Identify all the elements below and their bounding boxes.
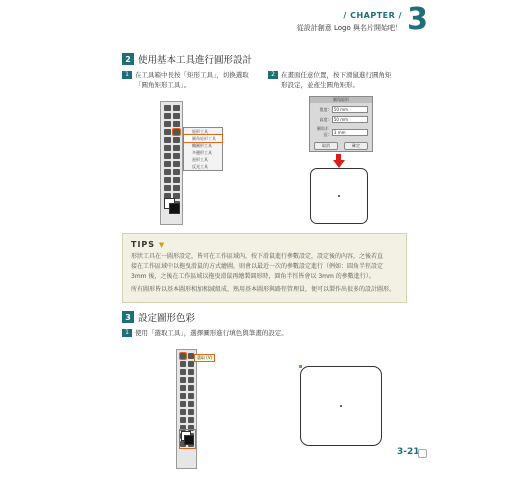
section-3-step-1: 1 使用「選取工具」，選擇圖形進行填色與筆畫的設定。	[122, 328, 382, 338]
radius-field[interactable]: 3 mm	[332, 129, 368, 136]
cancel-button[interactable]: 取消	[314, 142, 338, 150]
toolbox-panel	[160, 101, 183, 225]
rounded-rectangle-shape[interactable]	[310, 168, 368, 224]
ok-button[interactable]: 確定	[344, 142, 368, 150]
pencil-icon[interactable]	[188, 385, 194, 391]
rectangle-tool-icon[interactable]	[173, 129, 180, 135]
radius-row: 圓角半徑: 3 mm	[314, 126, 368, 138]
stroke-swatch[interactable]	[169, 203, 180, 214]
pencil-icon[interactable]	[173, 137, 180, 143]
free-transform-icon[interactable]	[164, 161, 171, 167]
chapter-subtitle: 從設計創意 Logo 與名片開始吧！	[296, 24, 402, 32]
magic-wand-icon[interactable]	[180, 361, 186, 367]
tips-paragraph-1: 形狀工具在一圖形設定，皆可在工作區域內，按下滑鼠進行參數設定，設定後的內容，之後若直 接在工作區域中以拖曳滑鼠的方式繪圖，則會以最近一次的參數設定進行（例如：圓角半徑設定 3mm 後，之後在工作區域以拖曳滑鼠再繪製圓形時，圓角半徑皆會以 3mm 的參數進行）。	[131, 253, 384, 280]
page-marker-icon	[418, 449, 427, 458]
step-badge: 1	[122, 329, 132, 337]
tips-paragraph-2: 所有圖形皆以基本圖形相加相減組成，熟用基本圖形與路徑管理員，便可以製作出很多的設計圖形。	[131, 286, 396, 293]
section-number-badge: 3	[122, 311, 134, 323]
eraser-icon[interactable]	[164, 145, 171, 151]
lasso-icon[interactable]	[173, 113, 180, 119]
selection-tool-tooltip: 選取 (V)	[194, 354, 215, 362]
width-row: 寬度: 50 mm	[314, 106, 368, 113]
section-title: 設定圖形色彩	[138, 313, 196, 324]
rounded-rect-dialog	[309, 96, 373, 152]
step-2-text: 2 在畫面任意位置，按下滑鼠進行圓角矩 形設定，並產生圓角矩形。	[268, 70, 418, 90]
eyedropper-icon[interactable]	[188, 417, 194, 423]
selected-rounded-rectangle[interactable]	[300, 366, 382, 446]
line-tool-icon[interactable]	[180, 377, 186, 383]
height-field[interactable]: 50 mm	[332, 116, 368, 123]
graph-icon[interactable]	[173, 185, 180, 191]
tips-box	[122, 233, 407, 303]
stroke-swatch[interactable]	[184, 435, 194, 445]
section-title: 使用基本工具進行圓形設計	[138, 55, 253, 66]
eraser-icon[interactable]	[180, 393, 186, 399]
paintbrush-icon[interactable]	[164, 137, 171, 143]
symbol-sprayer-icon[interactable]	[164, 185, 171, 191]
arrow-down-icon	[333, 160, 345, 168]
paintbrush-icon[interactable]	[180, 385, 186, 391]
type-tool-icon[interactable]	[173, 121, 180, 127]
section-3-heading	[122, 310, 195, 324]
pen-tool-icon[interactable]	[180, 369, 186, 375]
type-tool-icon[interactable]	[188, 369, 194, 375]
shape-tools-flyout	[183, 127, 223, 171]
center-point	[340, 405, 342, 407]
dialog-buttons	[314, 142, 368, 150]
flyout-item-rounded-rectangle[interactable]: 圓角矩形工具	[184, 135, 222, 142]
free-transform-icon[interactable]	[180, 409, 186, 415]
rotate-icon[interactable]	[188, 393, 194, 399]
scale-icon[interactable]	[164, 153, 171, 159]
scale-icon[interactable]	[180, 401, 186, 407]
rotate-icon[interactable]	[173, 145, 180, 151]
flyout-item-polygon[interactable]: 多邊形工具	[192, 150, 212, 155]
chapter-number: 3	[407, 2, 428, 37]
line-tool-icon[interactable]	[164, 129, 171, 135]
step-1-text: 1 在工具箱中長按「矩形工具」，切換選取 「圓角矩形工具」。	[122, 70, 272, 90]
page-number: 3-21	[397, 447, 420, 457]
width-tool-icon[interactable]	[173, 153, 180, 159]
blend-icon[interactable]	[173, 177, 180, 183]
selection-tool-icon[interactable]	[180, 353, 186, 359]
width-field[interactable]: 50 mm	[332, 106, 368, 113]
pen-tool-icon[interactable]	[164, 121, 171, 127]
chapter-label: / CHAPTER /	[343, 11, 402, 20]
eyedropper-icon[interactable]	[164, 177, 171, 183]
flyout-item-ellipse[interactable]: 橢圓形工具	[192, 143, 212, 148]
gradient-icon[interactable]	[173, 169, 180, 175]
gradient-icon[interactable]	[180, 417, 186, 423]
center-point	[338, 195, 340, 197]
dialog-title: 圓角矩形	[310, 97, 372, 103]
shape-builder-icon[interactable]	[188, 409, 194, 415]
anchor-handle[interactable]	[299, 365, 302, 368]
tips-title: TIPS ▼	[131, 240, 166, 249]
step-badge: 1	[122, 71, 132, 79]
section-2-heading	[122, 52, 252, 66]
selection-tool-icon[interactable]	[164, 105, 171, 111]
flyout-item-flare[interactable]: 反光工具	[192, 164, 208, 169]
flyout-item-rectangle[interactable]: 矩形工具	[192, 129, 208, 134]
toolbox-panel-2	[176, 349, 197, 469]
mesh-icon[interactable]	[164, 169, 171, 175]
direct-selection-tool-icon[interactable]	[173, 105, 180, 111]
rectangle-tool-icon[interactable]	[188, 377, 194, 383]
chevron-down-icon: ▼	[158, 241, 166, 249]
section-number-badge: 2	[122, 53, 134, 65]
height-row: 高度: 50 mm	[314, 116, 368, 123]
magic-wand-icon[interactable]	[164, 113, 171, 119]
step-badge: 2	[268, 71, 278, 79]
shape-builder-icon[interactable]	[173, 161, 180, 167]
width-tool-icon[interactable]	[188, 401, 194, 407]
tool-grid	[161, 102, 182, 210]
flyout-item-star[interactable]: 星形工具	[192, 157, 208, 162]
